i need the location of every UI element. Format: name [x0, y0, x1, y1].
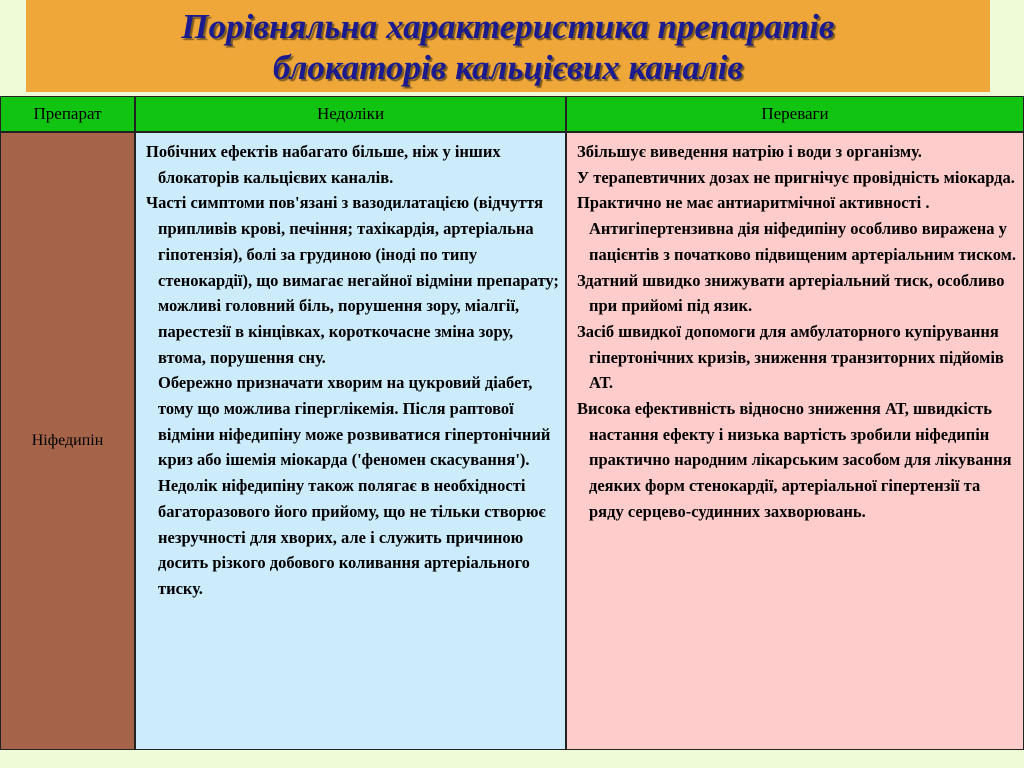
advantage-item: Практично не має антиаритмічної активності .: [577, 193, 930, 213]
disadvantages-list: [136, 133, 565, 602]
slide-title-line-1: Порівняльна характеристика препаратів: [181, 7, 835, 46]
disadvantage-item: можливі головний біль, порушення зору, міалгії, парестезії в кінцівках, короткочасне зміна зору, втома, порушення сну.: [158, 296, 520, 367]
advantages-cell: [566, 132, 1024, 750]
slide-title-line-2: блокаторів кальцієвих каналів: [272, 48, 744, 87]
advantage-item: Засіб швидкої допомоги для амбулаторного купірування гіпертонічних кризів, зниження транзиторних підйомів АТ.: [577, 321, 1004, 393]
comparison-table: [0, 96, 1024, 750]
advantage-item: Збільшує виведення натрію і води з організму.: [577, 142, 922, 161]
disadvantage-item: Побічних ефектів набагато більше, ніж у інших блокаторів кальцієвих каналів.: [146, 142, 501, 187]
header-drug: Препарат: [0, 96, 135, 132]
advantage-item: Антигіпертензивна дія ніфедипіну особливо виражена у пацієнтів з початково підвищеним артеріальним тиском.: [589, 219, 1016, 264]
drug-name: Ніфедипін: [31, 432, 104, 449]
disadvantage-item: Обережно призначати хворим на цукровий діабет, тому що можлива гіперглікемія. Після раптової відміни ніфедипіну може розвиватися гіпертонічний криз або ішемія міокарда ('феномен скасування'). Недолік ніфедипіну також полягає в необхідності багаторазового його прийому, що не тільки створює незручності для хворих, але і служить причиною досить різкого добового коливання артеріального тиску.: [158, 373, 551, 598]
header-advantages: Переваги: [566, 96, 1024, 132]
disadvantage-item: Часті симптоми пов'язані з вазодилатацією (відчуття припливів крові, печіння; тахікардія, артеріальна гіпотензія), болі за грудиною (іноді по типу стенокардії), що вимагає негайної відміни препарату;: [146, 193, 559, 290]
advantage-item: У терапевтичних дозах не пригнічує провідність міокарда.: [577, 167, 1015, 187]
disadvantages-cell: [135, 132, 566, 750]
drug-name-cell: [0, 132, 135, 750]
advantage-item: Здатний швидко знижувати артеріальний тиск, особливо при прийомі під язик.: [577, 270, 1005, 316]
advantage-item: Висока ефективність відносно зниження АТ, швидкість настання ефекту і низька вартість зробили ніфедипін практично народним лікарським засобом для лікування деяких форм стенокардії, артеріальної гіпертензії та ряду серцево-судинних захворювань.: [577, 399, 1012, 521]
advantages-list: [567, 133, 1023, 525]
slide-title: [26, 6, 990, 88]
header-disadvantages: Недоліки: [135, 96, 566, 132]
title-banner: [26, 0, 990, 92]
